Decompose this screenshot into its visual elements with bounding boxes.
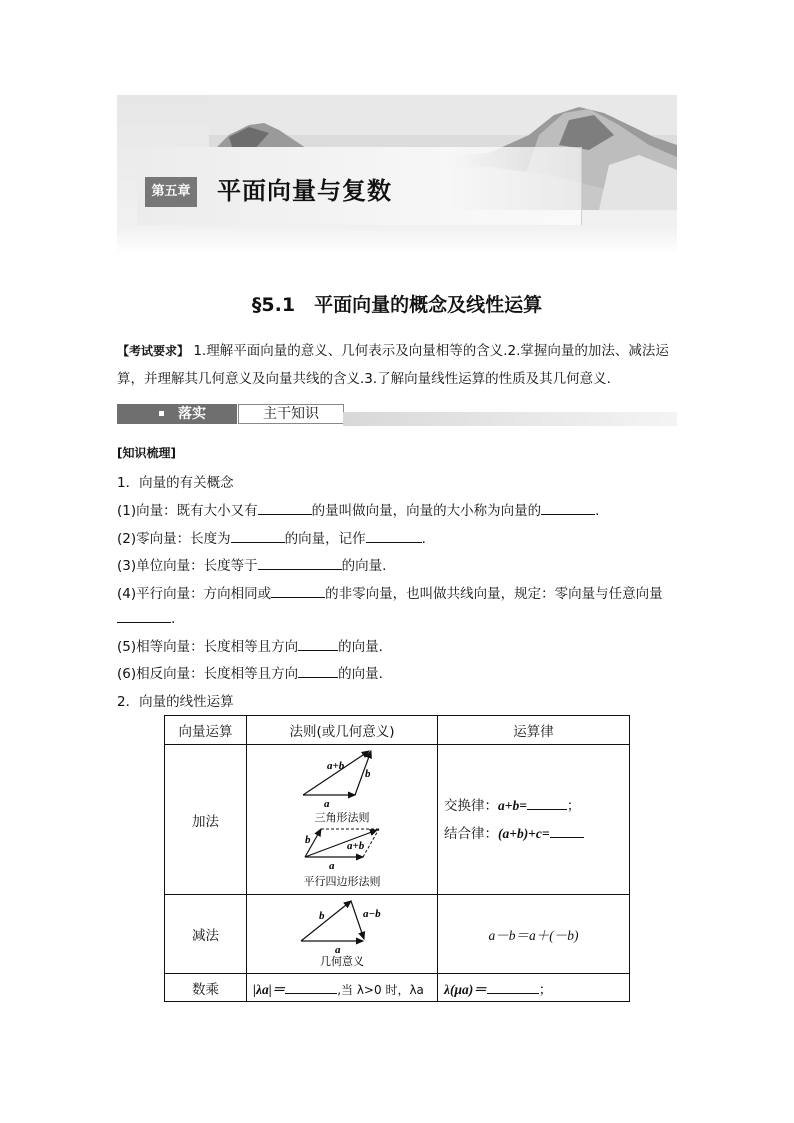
blank [117, 608, 171, 623]
linear-operations-table [164, 715, 630, 1002]
bar-gradient-line [343, 412, 677, 426]
requirements-label: 【考试要求】 [117, 344, 190, 358]
para-label-b: b [305, 834, 311, 846]
blank [231, 528, 285, 543]
blank [366, 528, 422, 543]
blank [298, 663, 338, 678]
addition-diagrams [247, 745, 437, 890]
sub-label-a: a [335, 944, 341, 956]
label-a: a [324, 798, 330, 810]
blank [550, 823, 584, 838]
blank [298, 636, 338, 651]
header-operation: 向量运算 [165, 716, 247, 745]
header-rule: 法则(或几何意义) [247, 716, 438, 745]
bar-dark-text: 落实 [178, 406, 206, 422]
subtraction-label: 减法 [165, 895, 247, 974]
table-header-row [165, 716, 630, 745]
concept-zero-vector: (2)零向量：长度为 的向量，记作 . [117, 527, 426, 547]
bar-light-label: 主干知识 [238, 404, 344, 424]
square-bullet-icon [159, 411, 164, 416]
subtraction-diagram [247, 895, 437, 969]
sub-vector-a-minus-b [351, 901, 364, 939]
bar-dark-label [117, 404, 237, 424]
para-label-a-plus-b: a+b [347, 840, 365, 852]
para-label-a: a [329, 860, 335, 872]
concept-vector: (1)向量：既有大小又有 的量叫做向量，向量的大小称为向量的 . [117, 499, 599, 519]
parallelogram-rule-caption: 平行四边形法则 [303, 875, 381, 888]
chapter-title: 平面向量与复数 [217, 177, 392, 205]
banner-bottom-fade [117, 225, 677, 255]
item2-title: 2．向量的线性运算 [117, 694, 234, 710]
sub-label-a-minus-b: a−b [363, 908, 381, 920]
section-title: §5.1 平面向量的概念及线性运算 [251, 294, 543, 316]
label-b: b [365, 768, 371, 780]
label-a-plus-b: a+b [327, 760, 345, 772]
blank [285, 979, 337, 994]
addition-rule [247, 745, 438, 895]
section-bar [117, 404, 677, 426]
scalar-label: 数乘 [165, 974, 247, 1002]
scalar-rule: |λa|＝ ,当 λ>0 时，λa [247, 974, 438, 1002]
concept-opposite-vector: (6)相反向量：长度相等且方向 的向量. [117, 662, 383, 682]
concept-parallel-vector: (4)平行向量：方向相同或 的非零向量，也叫做共线向量，规定：零向量与任意向量 [117, 582, 663, 602]
item1-title: 1．向量的有关概念 [117, 475, 234, 491]
triangle-rule-caption: 三角形法则 [314, 811, 370, 824]
knowledge-label: [知识梳理] [117, 446, 176, 460]
addition-laws [438, 745, 630, 895]
blank [527, 795, 567, 810]
commutative-law: 交换律：a+b= ； [444, 792, 629, 820]
para-dashed-right [363, 829, 379, 857]
sub-vector-b [301, 901, 351, 941]
subtraction-rule [247, 895, 438, 974]
blank [258, 500, 312, 515]
subtraction-law: a－b＝a＋(－b) [438, 895, 630, 974]
requirements-text: 1.理解平面向量的意义、几何表示及向量相等的含义.2.掌握向量的加法、减法运算，并理解其几何意义及向量共线的含义.3.了解向量线性运算的性质及其几何意义. [117, 343, 669, 387]
chapter-banner [117, 95, 677, 255]
sub-label-b: b [319, 910, 325, 922]
table-row-addition [165, 745, 630, 895]
concept-unit-vector: (3)单位向量：长度等于 的向量. [117, 554, 386, 574]
addition-label: 加法 [165, 745, 247, 895]
blank [541, 500, 595, 515]
blank [271, 583, 325, 598]
table-row-subtraction [165, 895, 630, 974]
exam-requirements [117, 337, 679, 393]
header-law: 运算律 [438, 716, 630, 745]
concept-parallel-vector-cont: . [117, 608, 175, 627]
vector-sum-arrow [303, 751, 369, 795]
table-row-scalar [165, 974, 630, 1002]
scalar-law: λ(μa)＝ ； [438, 974, 630, 1002]
blank [487, 979, 539, 994]
blank [258, 555, 342, 570]
associative-law: 结合律：(a+b)+c= [444, 820, 629, 848]
geometric-meaning-caption: 几何意义 [320, 955, 364, 968]
chapter-tag: 第五章 [145, 177, 197, 207]
concept-equal-vector: (5)相等向量：长度相等且方向 的向量. [117, 635, 383, 655]
para-vector-sum [305, 830, 377, 857]
